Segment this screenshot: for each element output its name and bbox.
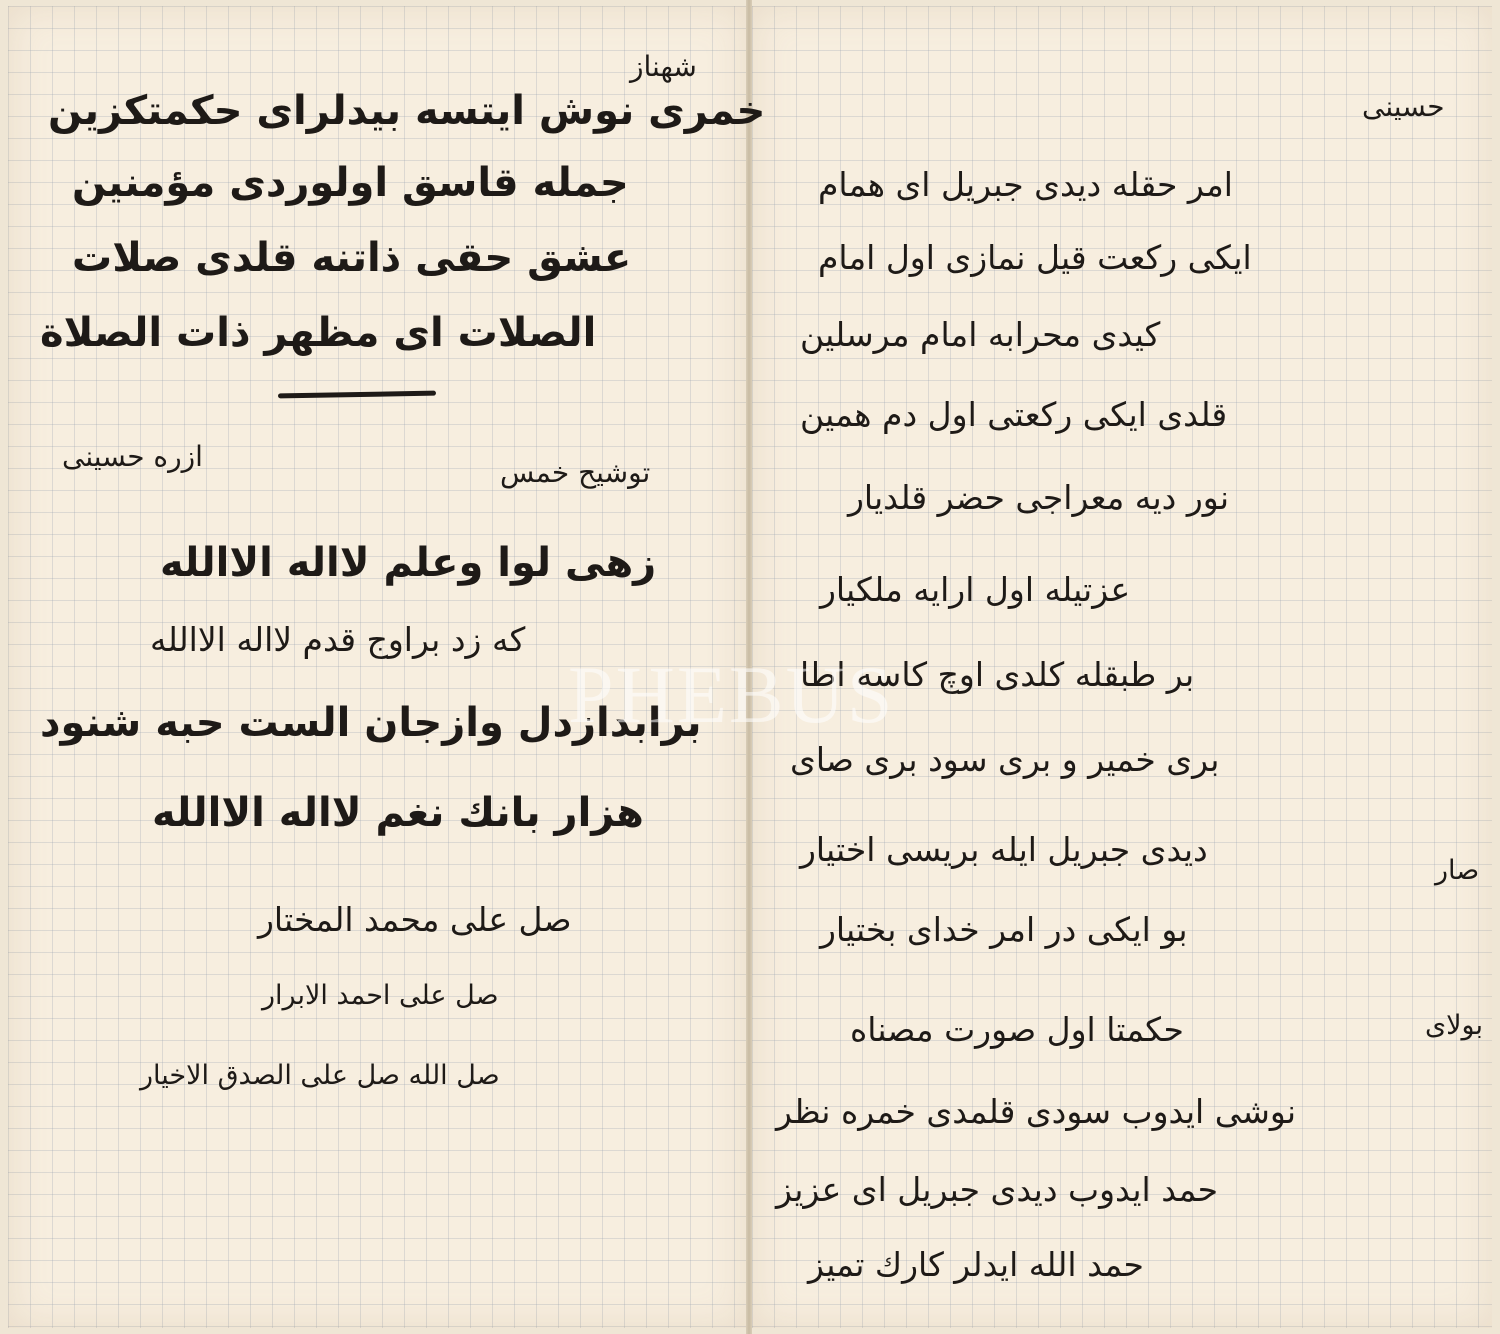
stanza2-line-3: برابدازدل وازجان الست حبه شنود [40,700,702,746]
stanza2-line-2: که زد براوج قدم لااله الاالله [150,620,526,659]
right-line-4: قلدی ایکی رکعتی اول دم همین [800,395,1228,434]
stanza2-line-4: هزار بانك نغم لااله الاالله [152,790,644,836]
right-line-9: دیدی جبریل ایله بریسی اختیار [800,830,1208,869]
salawat-line-3: صل الله صل علی الصدق الاخیار [140,1060,500,1091]
stanza1-line-2: جمله قاسق اولوردی مؤمنین [72,160,629,206]
right-line-7: بر طبقله کلدی اوچ کاسه اطا [800,655,1195,694]
salawat-line-2: صل علی احمد الابرار [262,980,499,1011]
stanza1-line-3: عشق حقی ذاتنه قلدی صلات [72,235,632,281]
subheading-left: ازره حسینی [62,440,203,473]
left-heading-margin: شهناز [630,50,697,83]
right-line-13: حمد ایدوب دیدی جبریل ای عزیز [776,1170,1218,1209]
salawat-line-1: صل علی محمد المختار [258,900,572,939]
right-line-10: بو ایکی در امر خدای بختیار [820,910,1188,949]
right-heading: حسینی [1362,90,1445,123]
margin-note-2: بولای [1425,1010,1483,1041]
watermark: PHEBUS [568,649,895,740]
right-line-3: کیدی محرابه امام مرسلین [800,315,1161,354]
right-line-2: ایکی رکعت قیل نمازی اول امام [818,238,1252,277]
right-line-5: نور دیه معراجی حضر قلدیار [848,478,1229,517]
right-line-1: امر حقله دیدی جبریل ای همام [818,165,1233,204]
stanza1-line-4: الصلات ای مظهر ذات الصلاة [40,310,597,356]
right-line-8: بری خمیر و بری سود بری صای [790,740,1220,779]
right-line-12: نوشی ایدوب سودی قلمدی خمره نظر [776,1092,1297,1131]
stanza2-line-1: زهی لوا وعلم لااله الاالله [160,540,657,586]
right-line-11: حکمتا اول صورت مصناه [850,1010,1184,1049]
margin-note-1: صار [1435,855,1480,886]
right-line-14: حمد الله ایدلر کارك تمیز [808,1245,1144,1284]
subheading-right: توشیح خمس [500,456,651,489]
right-line-6: عزتیله اول ارایه ملکیار [820,570,1131,609]
stanza1-line-1: خمری نوش ایتسه بیدلرای حکمتکزین [48,88,766,134]
